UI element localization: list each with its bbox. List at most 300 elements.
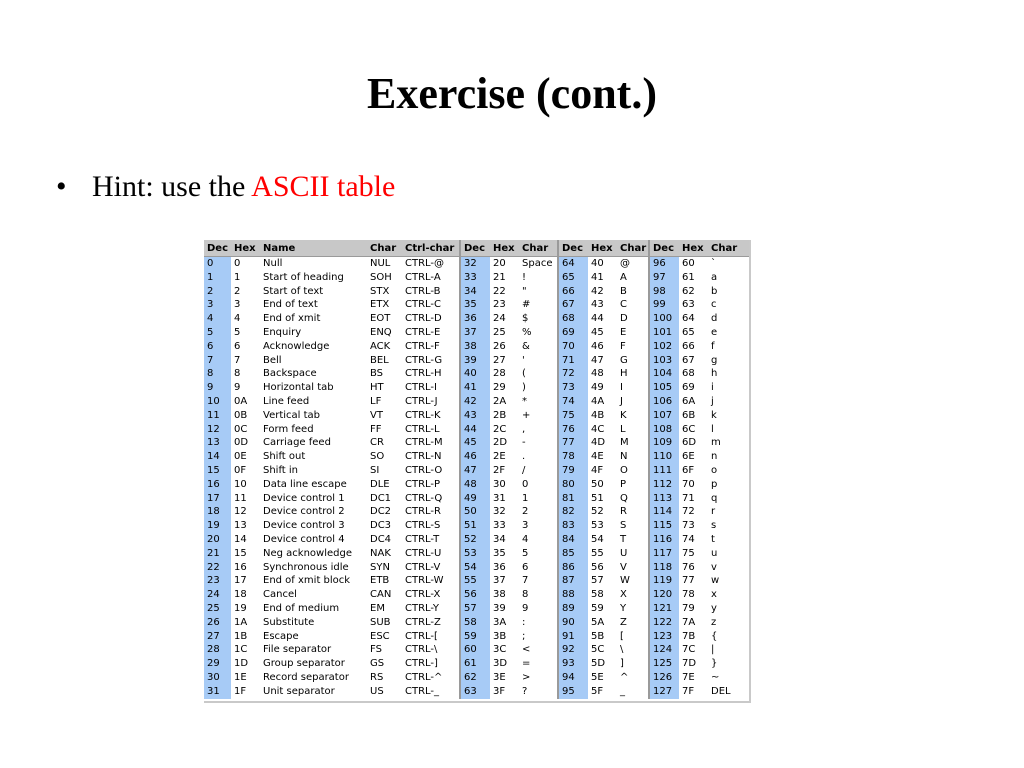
table-row <box>204 367 749 381</box>
table-cell: Group separator <box>263 658 345 670</box>
table-cell: m <box>711 437 721 449</box>
table-cell: 30 <box>493 478 506 490</box>
table-cell: DC3 <box>370 520 392 532</box>
table-cell: CTRL-Y <box>405 602 439 614</box>
table-cell: 39 <box>493 602 506 614</box>
table-cell: VT <box>370 409 383 421</box>
table-cell: e <box>711 326 718 338</box>
column-header: Char <box>617 240 649 257</box>
table-cell: CTRL-W <box>405 575 444 587</box>
table-cell: Substitute <box>263 616 315 628</box>
table-cell: 25 <box>493 326 506 338</box>
table-cell: 85 <box>558 547 588 561</box>
table-cell: J <box>620 395 623 407</box>
table-cell: a <box>711 271 718 283</box>
table-cell: CTRL-F <box>405 340 440 352</box>
table-row <box>204 395 749 409</box>
table-cell: 31 <box>204 685 231 699</box>
table-cell: 62 <box>682 285 695 297</box>
table-cell: US <box>370 685 384 697</box>
table-cell: 75 <box>682 547 695 559</box>
table-cell: CTRL-_ <box>405 685 440 697</box>
table-cell: 47 <box>460 464 490 478</box>
table-row <box>204 630 749 644</box>
column-header: Dec <box>204 240 231 257</box>
table-cell: 95 <box>558 685 588 699</box>
table-cell: c <box>711 299 717 311</box>
table-cell: Record separator <box>263 671 349 683</box>
table-cell: 56 <box>460 588 490 602</box>
table-cell: 7B <box>682 630 696 642</box>
table-row <box>204 409 749 423</box>
table-cell: End of text <box>263 299 318 311</box>
table-cell: V <box>620 561 627 573</box>
table-cell: 2 <box>204 285 231 299</box>
table-cell: 19 <box>204 519 231 533</box>
table-cell: [ <box>620 630 624 642</box>
table-cell: 88 <box>558 588 588 602</box>
table-cell: 7D <box>682 658 697 670</box>
table-cell: , <box>522 423 526 435</box>
table-cell: CTRL-O <box>405 464 443 476</box>
table-cell: v <box>711 561 717 573</box>
table-cell: LF <box>370 395 382 407</box>
table-cell: 118 <box>649 561 679 575</box>
table-cell: 10 <box>204 395 231 409</box>
table-cell: j <box>711 395 714 407</box>
table-cell: 66 <box>558 285 588 299</box>
table-cell: $ <box>522 313 529 325</box>
table-cell: 2A <box>493 395 507 407</box>
table-cell: 41 <box>591 271 604 283</box>
table-cell: 65 <box>682 326 695 338</box>
table-cell: _ <box>620 685 625 697</box>
table-cell: HT <box>370 382 384 394</box>
table-cell: Data line escape <box>263 478 347 490</box>
table-cell: 73 <box>558 381 588 395</box>
table-cell: 64 <box>682 313 695 325</box>
table-cell: 100 <box>649 312 679 326</box>
table-cell: 35 <box>493 547 506 559</box>
table-cell: 125 <box>649 657 679 671</box>
table-cell: NUL <box>370 258 391 269</box>
table-cell: 4 <box>204 312 231 326</box>
table-cell: CTRL-M <box>405 437 443 449</box>
table-cell: 0E <box>234 451 247 463</box>
column-header: Name <box>260 240 367 257</box>
table-cell: 0B <box>234 409 248 421</box>
table-cell: 6E <box>682 451 695 463</box>
table-cell: b <box>711 285 718 297</box>
table-cell: 60 <box>682 258 695 269</box>
table-row <box>204 519 749 533</box>
table-cell: CTRL-A <box>405 271 441 283</box>
table-cell: F <box>620 340 626 352</box>
table-cell: Device control 4 <box>263 533 345 545</box>
table-cell: 7 <box>522 575 529 587</box>
table-cell: 57 <box>460 602 490 616</box>
table-cell: CR <box>370 437 384 449</box>
table-row <box>204 464 749 478</box>
ascii-table-link[interactable]: ASCII table <box>251 170 396 203</box>
table-cell: - <box>522 437 526 449</box>
table-cell: n <box>711 451 718 463</box>
table-cell: Device control 2 <box>263 506 345 518</box>
table-cell: CTRL-Z <box>405 616 441 628</box>
ascii-table <box>204 240 749 699</box>
table-cell: 7 <box>234 354 241 366</box>
table-cell: 39 <box>460 354 490 368</box>
table-cell: Shift out <box>263 451 306 463</box>
column-header: Hex <box>490 240 519 257</box>
table-cell: 71 <box>682 492 695 504</box>
table-cell: Horizontal tab <box>263 382 334 394</box>
table-cell: 7C <box>682 644 696 656</box>
table-cell: DEL <box>711 685 731 697</box>
table-cell: 1F <box>234 685 247 697</box>
table-row <box>204 423 749 437</box>
table-cell: S <box>620 520 627 532</box>
table-cell: 24 <box>204 588 231 602</box>
table-cell: CTRL-@ <box>405 258 445 269</box>
table-cell: p <box>711 478 718 490</box>
table-cell: } <box>711 658 718 670</box>
table-cell: Space <box>522 258 553 269</box>
table-cell: 52 <box>460 533 490 547</box>
table-cell: 79 <box>682 602 695 614</box>
table-cell: 108 <box>649 423 679 437</box>
table-cell: SUB <box>370 616 391 628</box>
table-cell: 98 <box>649 285 679 299</box>
table-cell: CTRL-] <box>405 658 438 670</box>
table-cell: 104 <box>649 367 679 381</box>
column-header: Char <box>367 240 402 257</box>
table-cell: 91 <box>558 630 588 644</box>
table-cell: Start of heading <box>263 271 344 283</box>
table-cell: 28 <box>204 643 231 657</box>
table-cell: 70 <box>682 478 695 490</box>
table-cell: 90 <box>558 616 588 630</box>
table-cell: \ <box>620 644 624 656</box>
table-cell: 46 <box>460 450 490 464</box>
table-cell: M <box>620 437 629 449</box>
table-cell: s <box>711 520 717 532</box>
table-cell: 126 <box>649 671 679 685</box>
table-cell: 1A <box>234 616 248 628</box>
table-cell: f <box>711 340 715 352</box>
table-cell: 23 <box>493 299 506 311</box>
table-cell: 50 <box>591 478 604 490</box>
table-cell: CTRL-G <box>405 354 443 366</box>
table-cell: Start of text <box>263 285 324 297</box>
table-cell: 111 <box>649 464 679 478</box>
table-cell: 127 <box>649 685 679 699</box>
table-cell: 6F <box>682 464 695 476</box>
table-cell: 78 <box>558 450 588 464</box>
table-cell: Carriage feed <box>263 437 331 449</box>
table-cell: 12 <box>234 506 247 518</box>
table-cell: 20 <box>204 533 231 547</box>
table-cell: 121 <box>649 602 679 616</box>
table-cell: 77 <box>682 575 695 587</box>
table-cell: 82 <box>558 505 588 519</box>
table-cell: BEL <box>370 354 389 366</box>
table-cell: 72 <box>558 367 588 381</box>
table-cell: 109 <box>649 436 679 450</box>
table-row <box>204 450 749 464</box>
table-row <box>204 492 749 506</box>
table-cell: N <box>620 451 628 463</box>
table-cell: ] <box>620 658 624 670</box>
table-cell: 74 <box>682 533 695 545</box>
table-cell: x <box>711 589 717 601</box>
table-cell: 71 <box>558 354 588 368</box>
table-cell: ETX <box>370 299 390 311</box>
table-cell: 89 <box>558 602 588 616</box>
table-cell: 48 <box>460 478 490 492</box>
table-cell: 14 <box>204 450 231 464</box>
table-cell: % <box>522 326 532 338</box>
table-cell: 21 <box>204 547 231 561</box>
table-cell: 23 <box>204 574 231 588</box>
table-cell: H <box>620 368 628 380</box>
table-cell: I <box>620 382 623 394</box>
table-cell: 3 <box>522 520 529 532</box>
table-cell: DC2 <box>370 506 392 518</box>
table-cell: 32 <box>460 257 490 271</box>
table-cell: 0 <box>234 258 241 269</box>
table-cell: 15 <box>204 464 231 478</box>
table-row <box>204 326 749 340</box>
table-cell: CTRL-U <box>405 547 442 559</box>
table-cell: 0C <box>234 423 248 435</box>
table-cell: 102 <box>649 340 679 354</box>
table-cell: 4E <box>591 451 604 463</box>
table-cell: 68 <box>558 312 588 326</box>
table-cell: D <box>620 313 628 325</box>
table-cell: 0 <box>522 478 529 490</box>
table-cell: STX <box>370 285 390 297</box>
table-cell: 5A <box>591 616 605 628</box>
table-cell: BS <box>370 368 384 380</box>
table-cell: CTRL-R <box>405 506 441 518</box>
table-cell: 27 <box>493 354 506 366</box>
table-cell: Null <box>263 258 283 269</box>
table-cell: FF <box>370 423 382 435</box>
table-cell: CTRL-^ <box>405 671 443 683</box>
table-cell: 54 <box>460 561 490 575</box>
table-row <box>204 312 749 326</box>
table-cell: 0D <box>234 437 249 449</box>
table-cell: 1B <box>234 630 248 642</box>
table-cell: CAN <box>370 589 392 601</box>
table-cell: + <box>522 409 531 421</box>
table-cell: 3A <box>493 616 507 628</box>
table-cell: 115 <box>649 519 679 533</box>
table-cell: y <box>711 602 717 614</box>
table-cell: 60 <box>460 643 490 657</box>
table-cell: 6D <box>682 437 697 449</box>
table-cell: 26 <box>493 340 506 352</box>
table-cell: 17 <box>234 575 247 587</box>
table-cell: CTRL-E <box>405 326 441 338</box>
table-body <box>204 257 749 699</box>
table-cell: EM <box>370 602 385 614</box>
table-cell: 27 <box>204 630 231 644</box>
table-cell: 80 <box>558 478 588 492</box>
table-cell: CTRL-\ <box>405 644 438 656</box>
table-cell: U <box>620 547 628 559</box>
table-cell: EOT <box>370 313 391 325</box>
table-cell: 26 <box>204 616 231 630</box>
table-cell: 18 <box>234 589 247 601</box>
table-cell: 114 <box>649 505 679 519</box>
table-cell: Y <box>620 602 627 614</box>
table-cell: Acknowledge <box>263 340 330 352</box>
table-cell: Escape <box>263 630 299 642</box>
table-cell: z <box>711 616 717 628</box>
table-cell: T <box>620 533 627 545</box>
table-cell: 11 <box>204 409 231 423</box>
table-cell: 48 <box>591 368 604 380</box>
table-cell: 43 <box>591 299 604 311</box>
table-cell: 9 <box>234 382 241 394</box>
table-cell: : <box>522 616 526 628</box>
table-cell: 31 <box>493 492 506 504</box>
table-cell: ACK <box>370 340 391 352</box>
table-cell: 45 <box>591 326 604 338</box>
table-cell: 3E <box>493 671 506 683</box>
table-cell: h <box>711 368 718 380</box>
table-cell: ` <box>711 258 716 269</box>
table-cell: SYN <box>370 561 390 573</box>
table-cell: 116 <box>649 533 679 547</box>
table-cell: 17 <box>204 492 231 506</box>
table-cell: 7 <box>204 354 231 368</box>
table-cell: g <box>711 354 718 366</box>
table-cell: 54 <box>591 533 604 545</box>
table-cell: Synchronous idle <box>263 561 349 573</box>
table-cell: GS <box>370 658 385 670</box>
table-cell: 13 <box>204 436 231 450</box>
table-cell: 0A <box>234 395 248 407</box>
table-cell: CTRL-K <box>405 409 441 421</box>
table-row <box>204 436 749 450</box>
table-cell: 44 <box>460 423 490 437</box>
table-cell: 93 <box>558 657 588 671</box>
table-cell: 112 <box>649 478 679 492</box>
table-cell: 120 <box>649 588 679 602</box>
table-cell: W <box>620 575 630 587</box>
table-cell: 105 <box>649 381 679 395</box>
table-cell: 10 <box>234 478 247 490</box>
ascii-table-image <box>204 240 751 703</box>
table-cell: 42 <box>591 285 604 297</box>
table-cell: CTRL-C <box>405 299 442 311</box>
column-header: Char <box>519 240 558 257</box>
table-cell: 50 <box>460 505 490 519</box>
table-cell: 2C <box>493 423 507 435</box>
table-cell: & <box>522 340 530 352</box>
table-cell: 5D <box>591 658 606 670</box>
table-cell: 122 <box>649 616 679 630</box>
table-cell: DC1 <box>370 492 392 504</box>
table-cell: CTRL-P <box>405 478 441 490</box>
table-cell: ^ <box>620 671 629 683</box>
table-row <box>204 381 749 395</box>
table-row <box>204 602 749 616</box>
table-cell: 37 <box>460 326 490 340</box>
table-row <box>204 505 749 519</box>
table-cell: # <box>522 299 531 311</box>
table-cell: 101 <box>649 326 679 340</box>
table-cell: 29 <box>204 657 231 671</box>
table-cell: 3B <box>493 630 507 642</box>
table-cell: Line feed <box>263 395 310 407</box>
table-cell: = <box>522 658 531 670</box>
table-cell: Device control 1 <box>263 492 345 504</box>
table-cell: 13 <box>234 520 247 532</box>
table-cell: Device control 3 <box>263 520 345 532</box>
table-cell: 58 <box>591 589 604 601</box>
table-cell: E <box>620 326 627 338</box>
table-cell: 38 <box>460 340 490 354</box>
table-row <box>204 685 749 699</box>
table-cell: 43 <box>460 409 490 423</box>
table-cell: 3D <box>493 658 508 670</box>
table-cell: 15 <box>234 547 247 559</box>
table-cell: 59 <box>460 630 490 644</box>
column-header: Hex <box>588 240 617 257</box>
table-cell: DC4 <box>370 533 392 545</box>
table-cell: 84 <box>558 533 588 547</box>
table-row <box>204 478 749 492</box>
table-cell: 4 <box>234 313 241 325</box>
table-row <box>204 533 749 547</box>
table-cell: Neg acknowledge <box>263 547 352 559</box>
table-cell: 30 <box>204 671 231 685</box>
column-header: Dec <box>649 240 679 257</box>
table-cell: 76 <box>558 423 588 437</box>
table-cell: @ <box>620 258 630 269</box>
table-cell: 123 <box>649 630 679 644</box>
table-cell: 6 <box>234 340 241 352</box>
table-cell: 117 <box>649 547 679 561</box>
table-cell: 107 <box>649 409 679 423</box>
table-cell: ENQ <box>370 326 392 338</box>
table-cell: Z <box>620 616 627 628</box>
table-cell: 6A <box>682 395 696 407</box>
table-cell: B <box>620 285 627 297</box>
table-cell: 28 <box>493 368 506 380</box>
table-cell: Backspace <box>263 368 317 380</box>
table-cell: R <box>620 506 627 518</box>
table-cell: 2D <box>493 437 508 449</box>
table-cell: 3 <box>234 299 241 311</box>
table-cell: 2F <box>493 464 506 476</box>
table-cell: 47 <box>591 354 604 366</box>
table-cell: O <box>620 464 628 476</box>
table-cell: ) <box>522 382 526 394</box>
table-row <box>204 354 749 368</box>
table-cell: L <box>620 423 626 435</box>
table-cell: 16 <box>234 561 247 573</box>
table-row <box>204 561 749 575</box>
table-cell: ~ <box>711 671 720 683</box>
table-cell: q <box>711 492 718 504</box>
table-cell: Bell <box>263 354 282 366</box>
table-cell: 77 <box>558 436 588 450</box>
